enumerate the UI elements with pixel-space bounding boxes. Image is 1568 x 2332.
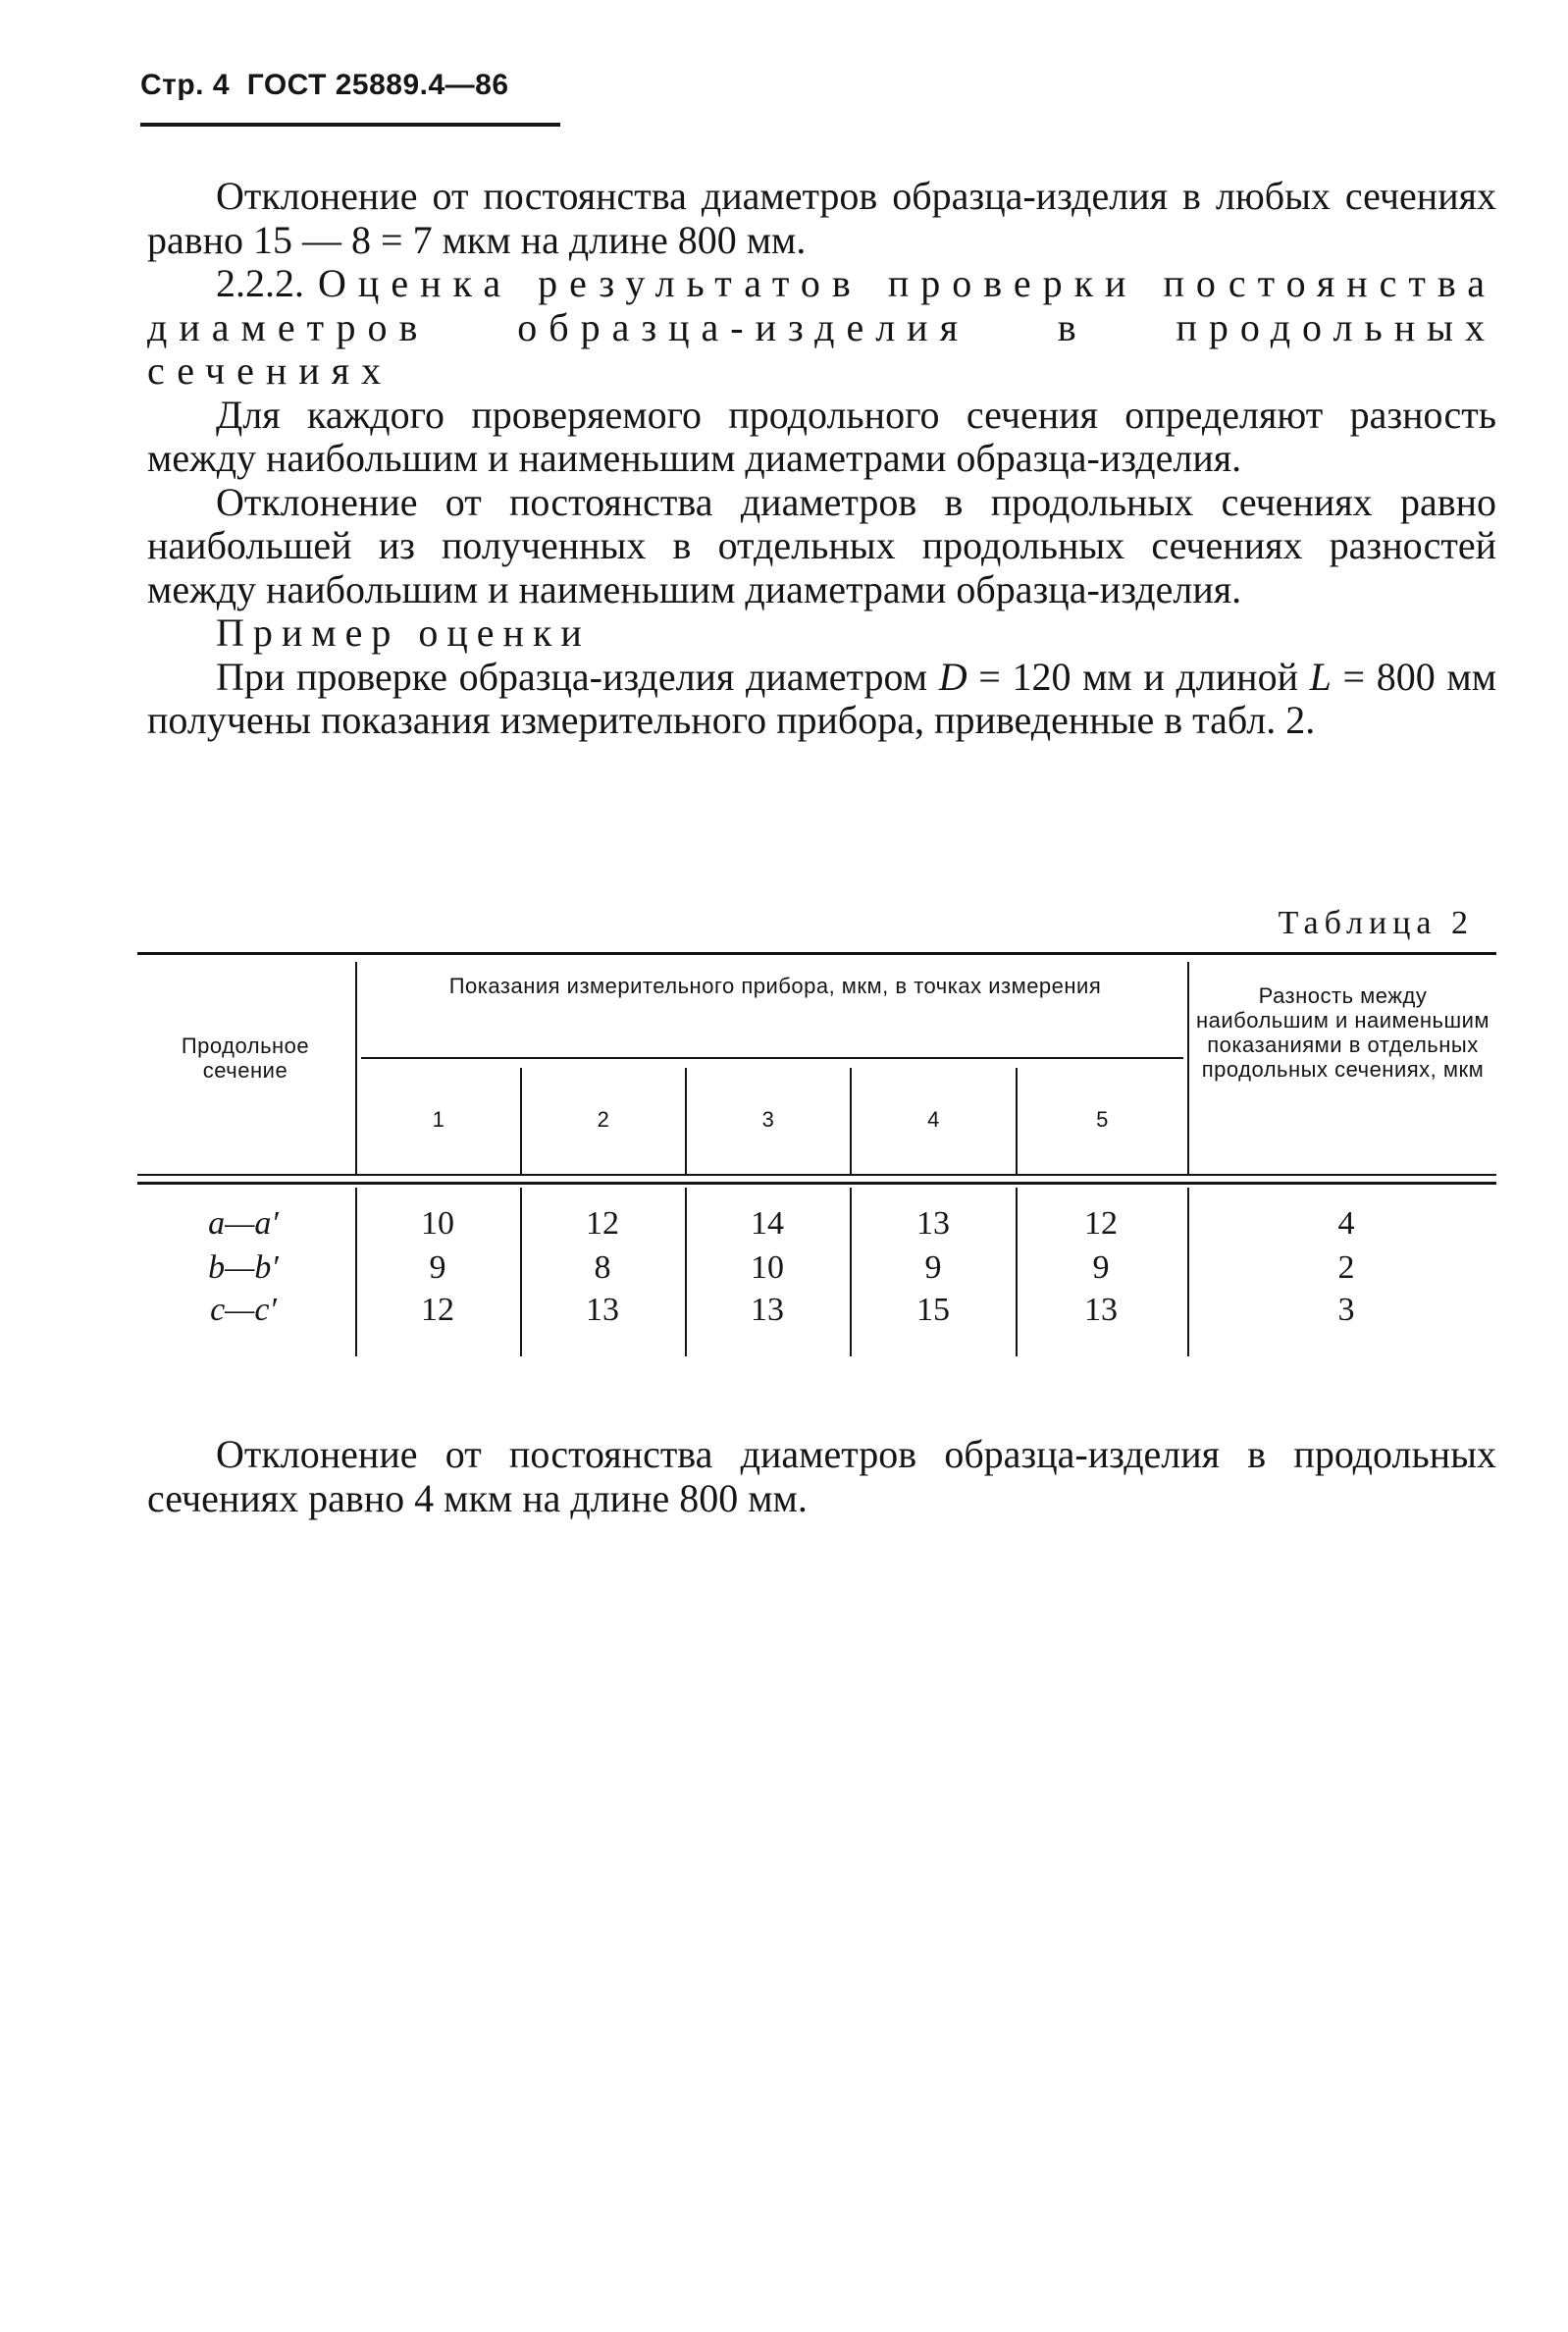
table-vrule <box>1016 1188 1018 1356</box>
section-number: 2.2.2. <box>216 261 304 305</box>
standard-number: ГОСТ 25889.4—86 <box>246 69 509 101</box>
header-section: Продольное сечение <box>181 1034 310 1083</box>
table-vrule <box>355 962 357 1174</box>
table-vrule <box>1187 1188 1189 1356</box>
table-cell-diff: 2 <box>1337 1249 1355 1286</box>
table-cell: 9 <box>1092 1249 1110 1286</box>
body-text-bottom <box>147 1433 1496 1520</box>
table-vrule <box>355 1188 357 1356</box>
table-cell-section: c—c′ <box>210 1292 277 1328</box>
table-cell: 14 <box>751 1205 784 1242</box>
table-subheader-rule <box>361 1057 1183 1059</box>
body-text-top <box>147 175 1496 743</box>
header-point-3: 3 <box>761 1107 775 1132</box>
table-vrule <box>850 1188 852 1356</box>
table-cell: 13 <box>1084 1292 1118 1328</box>
table-vrule <box>520 1188 522 1356</box>
table-cell-diff: 4 <box>1337 1205 1355 1242</box>
table-cell: 15 <box>916 1292 950 1328</box>
table-cell: 12 <box>586 1205 619 1242</box>
section-title: Оценка результатов проверки постоянства диаметров образца-изделия в продольных сечениях <box>147 261 1497 393</box>
page-number: Стр. 4 <box>140 69 231 101</box>
table-cell-diff: 3 <box>1337 1292 1355 1328</box>
table-cell: 12 <box>421 1292 454 1328</box>
header-point-4: 4 <box>927 1107 940 1132</box>
table-cell: 13 <box>916 1205 950 1242</box>
table-cell-section: a—a′ <box>208 1205 279 1242</box>
table-vrule <box>685 1188 687 1356</box>
header-point-2: 2 <box>597 1107 610 1132</box>
table-header-rule-1 <box>137 1174 1496 1176</box>
paragraph-deviation-longitudinal: Отклонение от постоянства диаметров в продольных сечениях равно наибольшей из полученных в отдельных продольных сечениях разностей между наибольшим и наименьшим диаметрами образца-изделия. <box>147 479 1496 611</box>
table-caption: Таблица 2 <box>1278 905 1474 941</box>
example-title <box>147 611 1496 656</box>
paragraph-determine: Для каждого проверяемого продольного сечения определяют разность между наибольшим и наименьшим диаметрами образца-изделия. <box>147 392 1496 480</box>
header-diff: Разность между наибольшим и наименьшим показаниями в отдельных продольных сечениях, мкм <box>1195 983 1490 1082</box>
example-title-text: Пример оценки <box>216 610 591 655</box>
section-2-2-2 <box>147 262 1496 394</box>
table-cell: 10 <box>421 1205 454 1242</box>
header-point-1: 1 <box>432 1107 445 1132</box>
table-cell: 9 <box>924 1249 942 1286</box>
table-cell: 10 <box>751 1249 784 1286</box>
symbol-L: L <box>1309 654 1332 699</box>
table-top-rule <box>137 952 1496 955</box>
example-text-a: При проверке образца-изделия диаметром <box>216 654 939 699</box>
symbol-D: D <box>938 654 967 699</box>
paragraph-deviation-any: Отклонение от постоянства диаметров образца-изделия в любых сечениях равно 15 — 8 = 7 мкм на длине 800 мм. <box>147 174 1496 262</box>
table-cell: 13 <box>586 1292 619 1328</box>
header-readings: Показания измерительного прибора, мкм, в точках измерения <box>448 974 1102 998</box>
page-header <box>140 69 509 102</box>
table-cell: 8 <box>594 1249 611 1286</box>
table-cell: 12 <box>1084 1205 1118 1242</box>
header-rule <box>140 123 560 127</box>
example-text-c: = 800 мм получены показания измерительного прибора, приведенные в табл. 2. <box>147 654 1497 742</box>
table-cell: 9 <box>429 1249 446 1286</box>
header-point-5: 5 <box>1096 1107 1109 1132</box>
paragraph-example <box>147 656 1496 743</box>
table-2 <box>137 952 1496 1394</box>
example-text-b: = 120 мм и длиной <box>967 654 1310 699</box>
table-cell: 13 <box>751 1292 784 1328</box>
table-header-rule-2 <box>137 1182 1496 1185</box>
paragraph-conclusion: Отклонение от постоянства диаметров образца-изделия в продольных сечениях равно 4 мкм на длине 800 мм. <box>147 1432 1496 1520</box>
table-cell-section: b—b′ <box>208 1249 279 1286</box>
